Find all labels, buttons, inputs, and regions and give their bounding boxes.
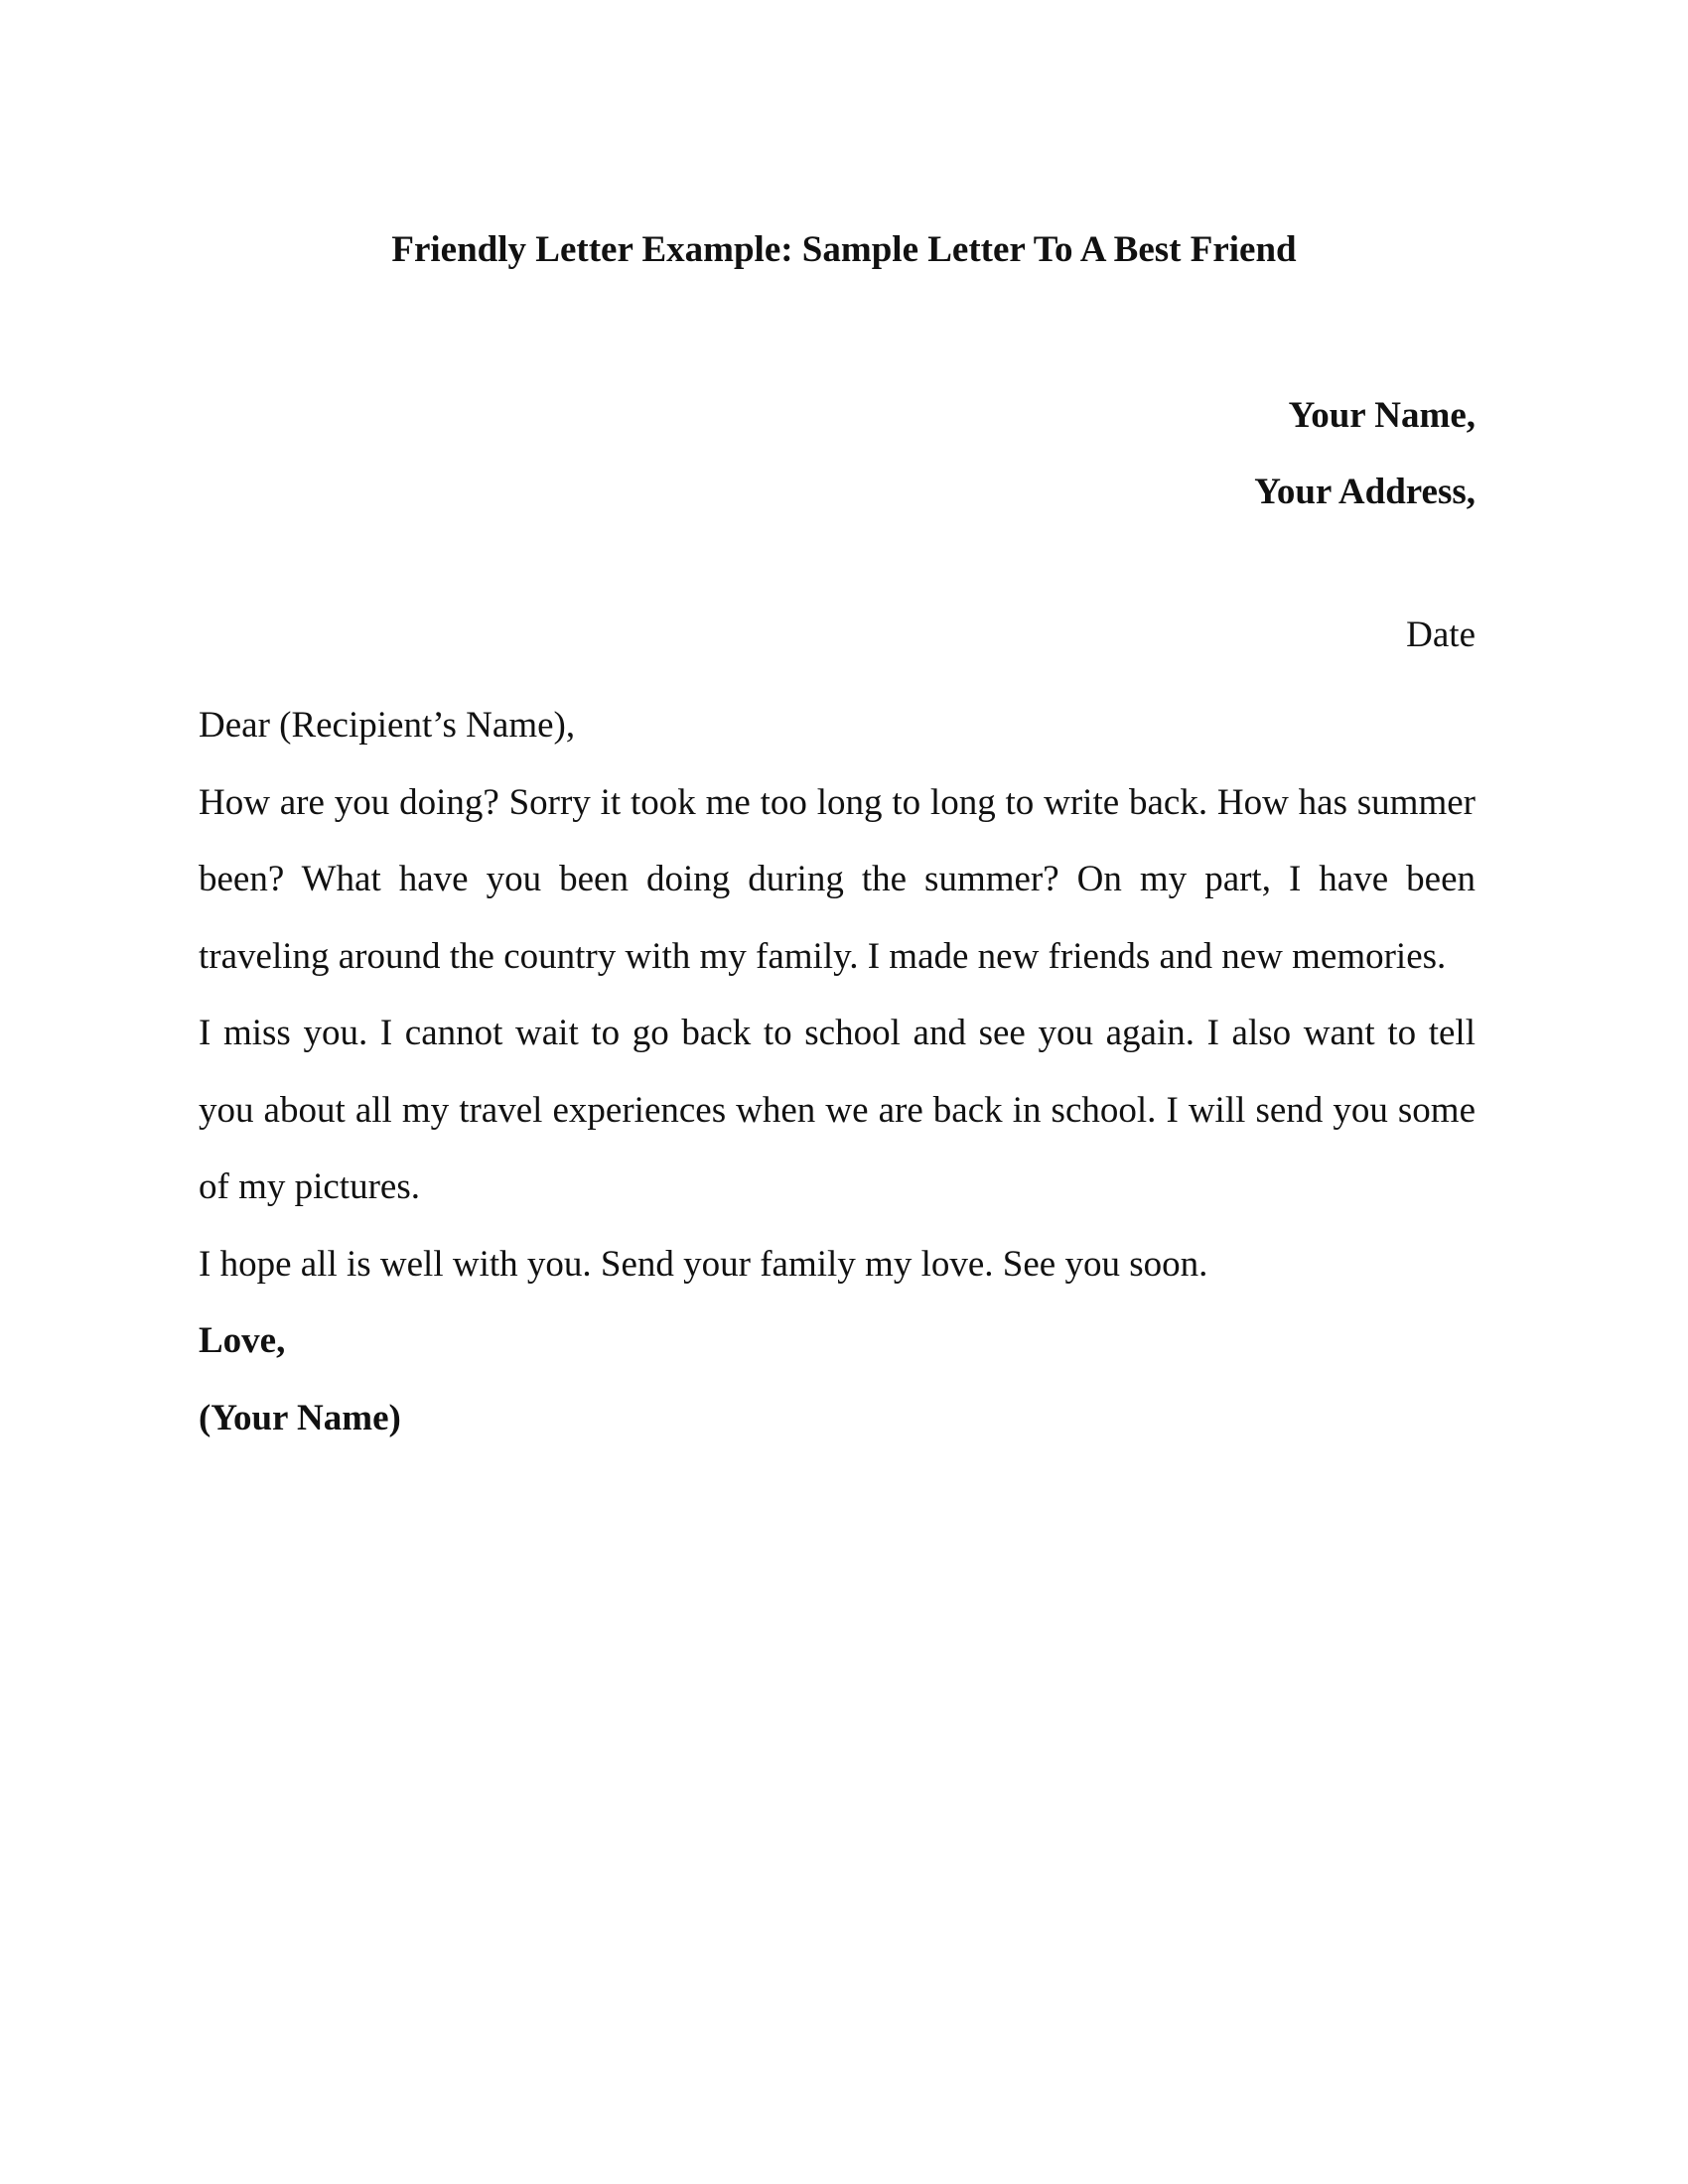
signature: (Your Name)	[199, 1397, 401, 1438]
sender-address: Your Address,	[1254, 472, 1476, 512]
sender-name: Your Name,	[1288, 395, 1476, 436]
letter-body	[199, 687, 1476, 1456]
paragraph-3: I hope all is well with you. Send your family my love. See you soon.	[199, 1243, 1208, 1285]
paragraph-1: How are you doing? Sorry it took me too long to long to write back. How has summer been? What have you been doing during the summer? On my part, I have been traveling around the country with my family. I made new friends and new memories.	[199, 781, 1476, 977]
letter-title: Friendly Letter Example: Sample Letter To A Best Friend	[391, 229, 1297, 270]
letter-date: Date	[1406, 614, 1476, 655]
sender-block	[1254, 377, 1476, 530]
paragraph-2: I miss you. I cannot wait to go back to school and see you again. I also want to tell you about all my travel experiences when we are back in school. I will send you some of my pictures.	[199, 1013, 1476, 1207]
salutation: Dear (Recipient’s Name),	[199, 705, 576, 746]
closing: Love,	[199, 1320, 286, 1361]
